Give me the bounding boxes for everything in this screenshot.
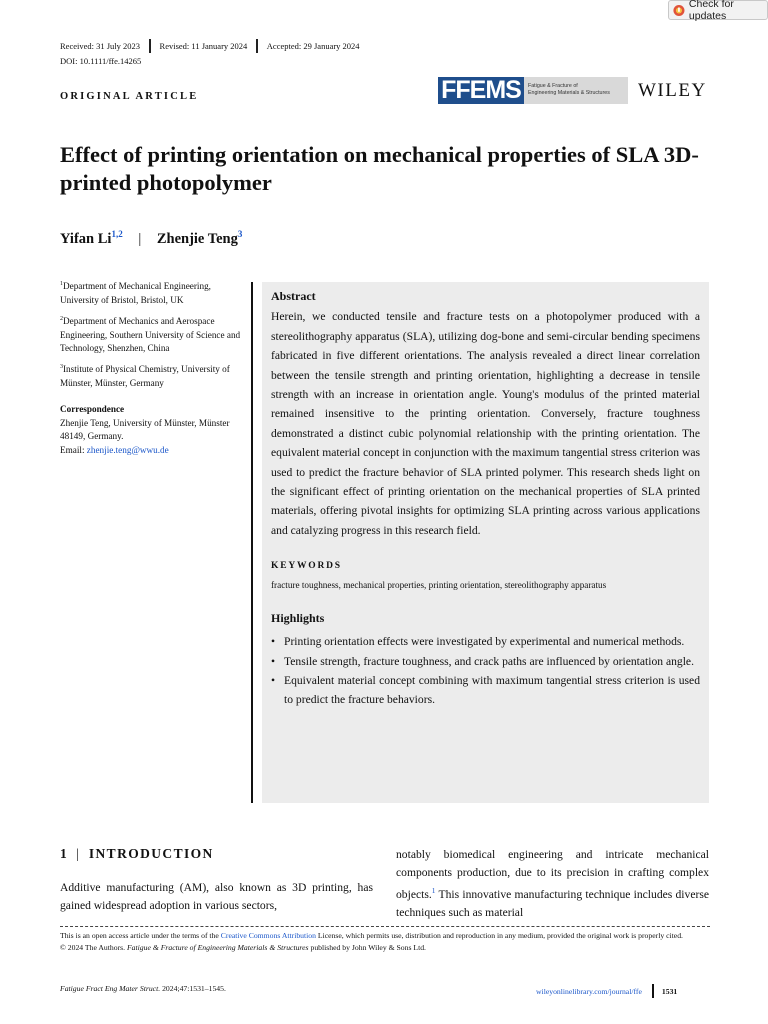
page-number: 1531 [661,986,678,996]
author-affiliation-ref[interactable]: 1,2 [111,229,123,239]
received-date: Received: 31 July 2023 [60,41,141,51]
affiliation [60,361,246,391]
citation-ref[interactable]: 1 [431,886,436,895]
highlights-list [271,632,700,710]
license-text-part: License, which permits use, distribution and reproduction in any medium, provided the original work is properly cited. [315,931,683,940]
keywords-heading: KEYWORDS [271,561,342,572]
article-type: ORIGINAL ARTICLE [60,91,199,102]
abstract-text: Herein, we conducted tensile and fracture tests on a photopolymer produced with a stereolithography apparatus (SLA), utilizing dog-bone and semi-circular bending specimens fabricated in five different orientations. The analysis revealed a direct linear correlation between the tensile strength and printing orientation, highlighting a decrease in tensile strength with an increase in orientation angle. Young's modulus of the printed material remained insensitive to the printing orientation. Conversely, fracture toughness demonstrated a distinct cubic polynomial relationship with the printing orientation. The equivalent material concept in conjunction with the maximum tangential stress criterion was used to predict the fracture behavior of SLA printed polymer. This research sheds light on the significant effect of printing orientation on the mechanical properties of SLA printed materials, offering pivotal insights for optimizing SLA printing across various applications and catalyzing progress in this research field. [271,310,700,537]
author-separator: | [138,230,142,247]
creative-commons-link[interactable]: Creative Commons Attribution [220,931,316,940]
revised-date: Revised: 11 January 2024 [159,41,248,51]
journal-name: Fatigue & Fracture of Engineering Materials & Structures [126,943,309,953]
article-dates [60,39,360,53]
copyright-part: published by John Wiley & Sons Ltd. [308,943,426,953]
affiliation [60,278,246,308]
journal-logo-line: Fatigue & Fracture of [528,83,578,89]
author-name[interactable]: Zhenjie Teng [156,230,238,247]
article-title: Effect of printing orientation on mechanical properties of SLA 3D-printed photopolymer [60,142,699,195]
abstract-box [262,282,709,803]
license-text-part: This is an open access article under the terms of the [60,931,221,940]
journal-logo-line: Engineering Materials & Structures [528,90,610,96]
highlights-heading: Highlights [271,610,325,625]
intro-paragraph-left: Additive manufacturing (AM), also known as 3D printing, has gained widespread adoption in various sectors, [60,881,373,912]
affiliation-number: 2 [60,315,63,322]
affiliation-number: 3 [60,364,63,371]
section-separator: | [76,846,79,861]
intro-paragraph-right [396,846,709,922]
keywords-text: fracture toughness, mechanical properties, printing orientation, stereolithography apparatus [271,579,607,590]
email-label: Email: [60,445,87,456]
date-separator [149,39,151,53]
publisher-logo: WILEY [638,80,707,101]
author-affiliation-ref[interactable]: 3 [237,229,243,239]
accepted-date: Accepted: 29 January 2024 [266,41,360,51]
affiliation [60,313,246,356]
affiliation-text: Department of Mechanics and Aerospace Engineering, Southern University of Science and Technology, Shenzhen, China [60,315,241,354]
citation-journal: Fatigue Fract Eng Mater Struct. [60,984,161,993]
copyright-part: © 2024 The Authors. [60,943,127,953]
intro-text: This innovative manufacturing technique includes diverse techniques such as material [396,887,709,919]
journal-logo-subtitle [524,77,628,104]
email-link[interactable]: zhenjie.teng@wwu.de [86,445,169,456]
footer-right [536,984,677,998]
highlight-item: • Printing orientation effects were investigated by experimental and numerical methods. [271,632,700,651]
highlight-item: • Equivalent material concept combining with maximum tangential stress criterion is used to predict the fracture behaviors. [271,671,700,710]
affiliation-number: 1 [60,281,63,287]
correspondence-address: Zhenjie Teng, University of Münster, Münster 48149, Germany. [60,417,230,442]
check-for-updates-button[interactable] [668,0,768,20]
column-divider [251,282,253,803]
affiliation-text: Institute of Physical Chemistry, University of Münster, Münster, Germany [60,364,230,388]
section-heading-introduction [60,846,214,862]
author-name[interactable]: Yifan Li [60,230,112,247]
intro-text: notably biomedical engineering and intricate mechanical components production, due to its precision in crafting complex objects. [396,848,709,901]
section-number: 1 [60,846,69,861]
section-title: INTRODUCTION [88,846,214,861]
footnote-divider [60,926,710,927]
copyright-text [60,942,710,954]
author-list [60,229,242,248]
journal-url-link[interactable]: wileyonlinelibrary.com/journal/ffe [536,986,642,996]
affiliations-column [60,278,246,463]
date-separator [256,39,258,53]
affiliation-text: Department of Mechanical Engineering, University of Bristol, Bristol, UK [60,281,211,305]
journal-citation [60,984,226,993]
citation-volume: 2024;47:1531–1545. [160,984,226,993]
correspondence [60,417,246,458]
abstract-heading: Abstract [271,289,316,303]
doi: DOI: 10.1111/ffe.14265 [60,56,142,66]
highlight-item: • Tensile strength, fracture toughness, and crack paths are influenced by orientation angle. [271,652,700,671]
license-footnote [60,930,710,955]
footer-separator [652,984,654,998]
check-updates-label: Check for updates [688,0,734,22]
check-updates-icon [673,4,685,17]
journal-logo [438,77,628,104]
ffems-mark: FFEMS [438,77,524,104]
correspondence-heading: Correspondence [60,403,125,414]
license-text [60,930,710,942]
